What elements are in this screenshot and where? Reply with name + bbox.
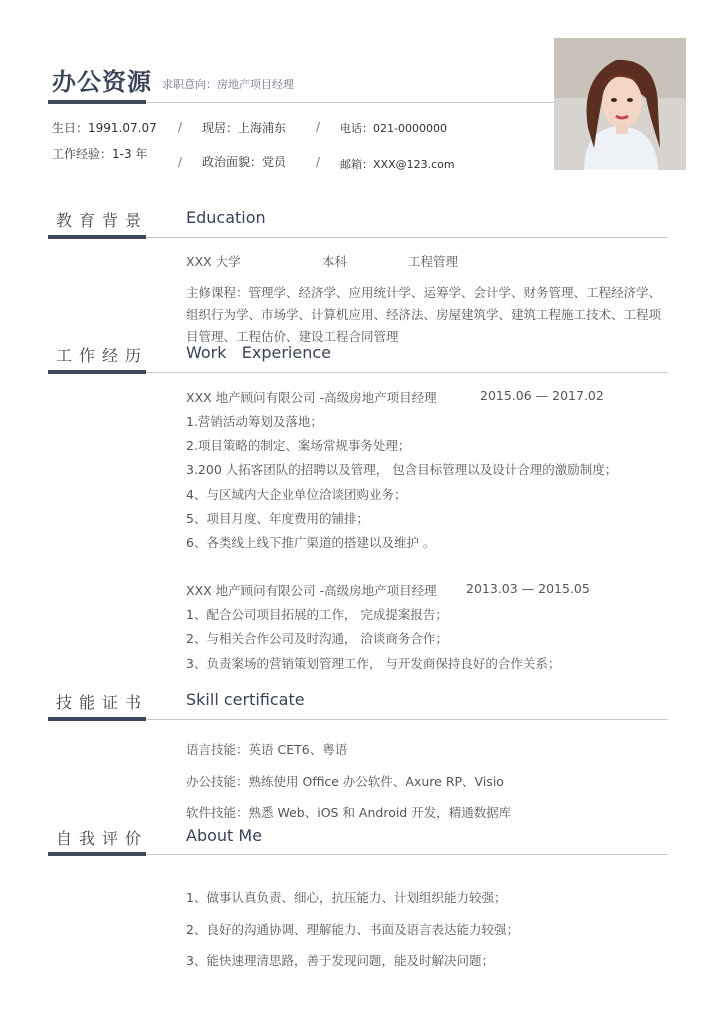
portrait-photo: [554, 38, 686, 170]
political-status: 政治面貌：党员: [202, 155, 287, 169]
name-underline-bar: [48, 100, 146, 104]
list-item: 1、做事认真负责、细心，抗压能力、计划组织能力较强；: [186, 890, 507, 905]
list-item: 2.项目策略的制定、案场常规事务处理；: [186, 438, 411, 453]
separator: /: [316, 120, 321, 134]
work-title-cn: 工作经历: [56, 346, 149, 365]
school-name: XXX 大学: [186, 254, 241, 269]
list-item: 6、各类线上线下推广渠道的搭建以及维护 。: [186, 535, 436, 550]
list-item: 3、负责案场的营销策划管理工作， 与开发商保持良好的合作关系；: [186, 656, 561, 671]
separator: /: [178, 155, 183, 169]
section-bar: [48, 370, 146, 374]
major: 工程管理: [408, 254, 459, 269]
list-item: 软件技能：熟悉 Web、iOS 和 Android 开发，精通数据库: [186, 805, 512, 820]
birthday: 生日：1991.07.07: [52, 121, 157, 135]
list-item: 3、能快速理清思路，善于发现问题，能及时解决问题；: [186, 953, 494, 968]
separator: /: [178, 120, 183, 134]
job-intent: 求职意向：房地产项目经理: [162, 78, 294, 91]
work-experience-years: 工作经验：1-3 年: [52, 147, 148, 161]
about-title-en: About Me: [186, 826, 263, 845]
list-item: 2、与相关合作公司及时沟通， 洽谈商务合作；: [186, 631, 448, 646]
degree: 本科: [322, 254, 348, 269]
list-item: 办公技能：熟练使用 Office 办公软件、Axure RP、Visio: [186, 774, 504, 789]
courses: 主修课程：管理学、经济学、应用统计学、运筹学、会计学、财务管理、工程经济学、组织行为学、市场学、计算机应用、经济法、房屋建筑学、建筑工程施工技术、工程项目管理、工程估价、建设工程合同管理: [186, 285, 662, 344]
list-item: 3.200 人拓客团队的招聘以及管理， 包含目标管理以及设计合理的激励制度；: [186, 462, 618, 477]
skills-title-en: Skill certificate: [186, 690, 305, 709]
job-period: 2015.06 — 2017.02: [480, 388, 604, 403]
education-title-cn: 教育背景: [56, 211, 149, 230]
work-title-en: Work Experience: [186, 343, 331, 362]
job-period: 2013.03 — 2015.05: [466, 581, 590, 596]
list-item: 5、项目月度、年度费用的铺排；: [186, 511, 369, 526]
list-item: 2、良好的沟通协调、理解能力、书面及语言表达能力较强；: [186, 922, 519, 937]
skills-title-cn: 技能证书: [56, 693, 149, 712]
separator: /: [316, 155, 321, 169]
phone: 电话：021-0000000: [340, 122, 447, 135]
section-bar: [48, 717, 146, 721]
job-title: XXX 地产顾问有限公司 -高级房地产项目经理: [186, 583, 437, 598]
list-item: 1、配合公司项目拓展的工作， 完成提案报告；: [186, 607, 448, 622]
email: 邮箱：XXX@123.com: [340, 158, 455, 171]
section-bar: [48, 235, 146, 239]
candidate-name: 办公资源: [52, 68, 152, 96]
list-item: 1.营销活动筹划及落地；: [186, 414, 323, 429]
about-title-cn: 自我评价: [56, 829, 149, 848]
section-bar: [48, 852, 146, 856]
list-item: 4、与区域内大企业单位洽谈团购业务；: [186, 487, 407, 502]
list-item: 语言技能：英语 CET6、粤语: [186, 742, 348, 757]
job-title: XXX 地产顾问有限公司 -高级房地产项目经理: [186, 390, 437, 405]
education-title-en: Education: [186, 208, 266, 227]
residence: 现居：上海浦东: [202, 121, 287, 135]
